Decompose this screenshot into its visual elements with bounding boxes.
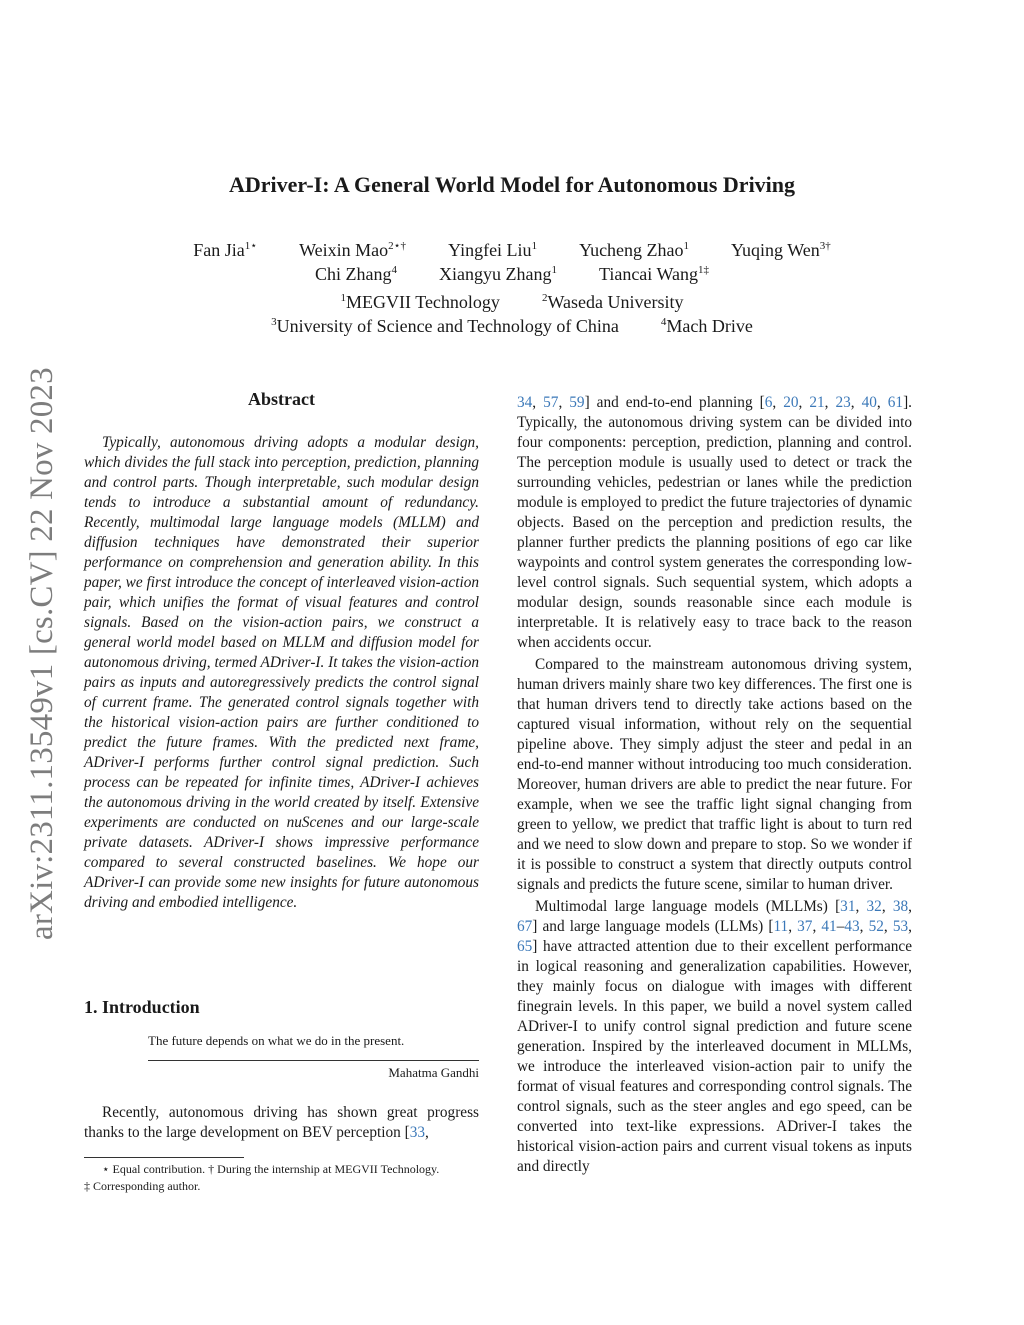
citation-link[interactable]: 61 — [887, 394, 904, 411]
footnote-equal-contribution: ⋆ Equal contribution. † During the internship at MEGVII Technology. — [102, 1162, 440, 1176]
section-heading-introduction: 1. Introduction — [84, 997, 200, 1017]
footnotes — [84, 1161, 484, 1195]
affiliations-line-1 — [0, 292, 1024, 313]
citation-link[interactable]: 11 — [773, 918, 789, 935]
abstract-heading: Abstract — [248, 389, 315, 409]
citation-link[interactable]: 67 — [517, 918, 533, 935]
affiliation: $^2$Waseda University — [541, 292, 684, 312]
affiliation: $^1$MEGVII Technology — [340, 292, 500, 312]
affiliations-line-2 — [0, 316, 1024, 337]
citation-link[interactable]: 40 — [861, 394, 877, 411]
author-name: Xiangyu Zhang$^1$ — [438, 264, 557, 284]
citation-link[interactable]: 34 — [517, 394, 533, 411]
citation-link[interactable]: 21 — [809, 394, 825, 411]
affiliation: $^3$University of Science and Technology of China — [271, 316, 619, 336]
citation-link[interactable]: 52 — [868, 918, 884, 935]
author-name: Yuqing Wen$^{3\dagger}$ — [731, 240, 831, 260]
citation-link[interactable]: 38 — [892, 898, 909, 915]
abstract-text: Typically, autonomous driving adopts a modular design, which divides the full stack into perception, prediction, planning and control parts. Though interpretable, such modular design tends to introduce a substantial amount of redundancy. Recently, multimodal large language models (MLLM) and diffusion techniques have demonstrated their superior performance on comprehension and generation ability. In this paper, we first introduce the concept of interleaved vision-action pair, which unifies the format of visual features and control signals. Based on the vision-action pairs, we construct a general world model based on MLLM and diffusion model for autonomous driving, termed ADriver-I. It takes the vision-action pairs as inputs and autoregressively predicts the control signal of current frame. The generated control signals together with the historical vision-action pairs are further conditioned to predict the future frames. With the predicted next frame, ADriver-I performs further control signal prediction. Such process can be repeated for infinite times, ADriver-I achieves the autonomous driving in the world created by itself. Extensive experiments are conducted on nuScenes and our large-scale private datasets. ADriver-I shows impressive performance compared to several constructed baselines. We hope our ADriver-I can provide some new insights for future autonomous driving and embodied intelligence. — [84, 434, 479, 911]
intro-paragraph-1: Recently, autonomous driving has shown great progress thanks to the large development on BEV perception [33, — [84, 1104, 479, 1141]
epigraph-quote: The future depends on what we do in the present. — [148, 1033, 405, 1048]
citation-link[interactable]: 57 — [543, 394, 559, 411]
citation-link[interactable]: 31 — [840, 898, 856, 915]
author-name: Fan Jia$^{1⋆}$ — [193, 240, 258, 260]
right-paragraph-3: Multimodal large language models (MLLMs) [31, 32, 38, 67] and large language models (LLMs) [11, 37, 41–43, 52, 53, 65] have attracted attention due to their excellent performance in logical reasoning and generalization capabilities. However, they mainly focus on dialogue with images with different finegrain levels. In this paper, we build a novel system called ADriver-I to unify control signal prediction and future scene generation. Inspired by the interleaved document in MLLMs, we introduce the interleaved vision-action pair to unify the format of visual features and corresponding control signals. The control signals, such as the steer angles and ego speed, can be converted into text-like expressions. ADriver-I takes the historical vision-action pairs and current visual tokens as inputs and directly — [517, 898, 912, 1175]
citation-link[interactable]: 59 — [569, 394, 585, 411]
affiliation: $^4$Mach Drive — [660, 316, 753, 336]
authors-line-2 — [0, 264, 1024, 285]
citation-link[interactable]: 32 — [866, 898, 882, 915]
paper-title: ADriver-I: A General World Model for Autonomous Driving — [228, 172, 796, 197]
epigraph-rule — [148, 1060, 479, 1061]
arxiv-stamp: arXiv:2311.13549v1 [cs.CV] 22 Nov 2023 — [24, 367, 60, 940]
right-column — [517, 393, 912, 1179]
citation-link[interactable]: 37 — [797, 918, 813, 935]
author-name: Weixin Mao$^{2⋆\dagger}$ — [299, 240, 407, 260]
epigraph-author: Mahatma Gandhi — [388, 1065, 479, 1080]
citation-link[interactable]: 33 — [409, 1124, 425, 1141]
authors-line-1 — [0, 240, 1024, 261]
citation-link[interactable]: 65 — [517, 938, 533, 955]
author-name: Tiancai Wang$^{1\ddagger}$ — [598, 264, 710, 284]
right-paragraph-2: Compared to the mainstream autonomous driving system, human drivers mainly share two key differences. The first one is that human drivers tend to directly take actions based on the captured visual information, without rely on the sequential pipeline above. They simply adjust the steer and pedal in an end-to-end manner without introducing too much consideration. Moreover, human drivers are able to predict the near future. For example, when we see the traffic light signal changing from green to yellow, we predict that traffic light is about to turn red and we need to slow down and prepare to stop. So we wonder if it is possible to construct a system that directly outputs control signals and predicts the future scene, similar to human driver. — [517, 656, 912, 893]
citation-link[interactable]: 41 — [821, 918, 837, 935]
author-name: Chi Zhang$^4$ — [314, 264, 397, 284]
author-name: Yingfei Liu$^1$ — [448, 240, 538, 260]
citation-link[interactable]: 43 — [844, 918, 860, 935]
footnote-rule — [84, 1157, 244, 1158]
right-paragraph-1: 34, 57, 59] and end-to-end planning [6, 20, 21, 23, 40, 61]. Typically, the autonomous driving system can be divided into four components: perception, prediction, planning and control. The perception module is usually used to detect or track the surrounding vehicles, pedestrian or lanes while the prediction module is employed to predict the future trajectories of dynamic objects. Based on the perception and prediction results, the planner further predicts the planning positions of ego car like waypoints and control system generates the corresponding low-level control signals. Such sequential system, which adopts a modular design, sounds reasonable since each module is interpretable. It is relatively easy to trace back to the reason when accidents occur. — [517, 394, 912, 651]
citation-link[interactable]: 23 — [835, 394, 851, 411]
citation-link[interactable]: 20 — [783, 394, 799, 411]
citation-link[interactable]: 53 — [892, 918, 909, 935]
citation-link[interactable]: 6 — [764, 394, 773, 411]
author-name: Yucheng Zhao$^1$ — [579, 240, 690, 260]
footnote-corresponding-author: ‡ Corresponding author. — [84, 1179, 201, 1193]
